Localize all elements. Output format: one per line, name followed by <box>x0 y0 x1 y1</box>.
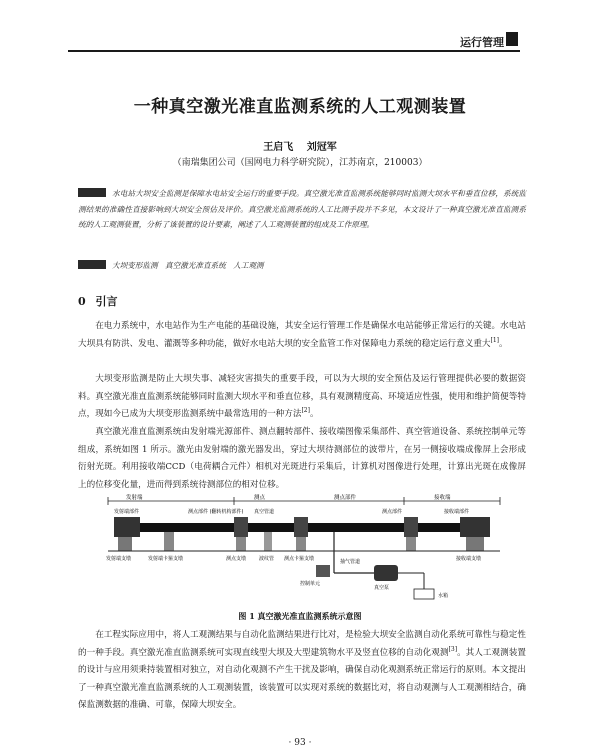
fig-label-emit: 发射端 <box>126 495 143 501</box>
paragraph-4-text-a: 在工程实际应用中，将人工观测结果与自动化监测结果进行比对，是检验大坝安全监测自动化系统可靠性与稳定性的一种手段。真空激光准直监测系统可实现直线型大坝及大型建筑物水平及竖直位移的自动化观测 <box>78 630 526 658</box>
fig-label-pump: 真空泵 <box>374 585 390 591</box>
figure-1-caption: 图 1 真空激光准直监测系统示意图 <box>238 611 362 621</box>
paragraph-1-text: 在电力系统中，水电站作为生产电能的基础设施，其安全运行管理工作是确保水电站能够正常运行的关键。水电站大坝具有防洪、发电、灌溉等多种功能，做好水电站大坝的安全监管工作对保障电力系统的稳定运行意义重大 <box>78 321 526 349</box>
fig-support <box>466 537 484 551</box>
paragraph-1 <box>78 318 526 353</box>
running-header-section: 运行管理 <box>460 36 504 49</box>
fig-label-bellows: 波纹管 <box>259 556 275 562</box>
keywords-text: 大坝变形监测 真空激光准直系统 人工观测 <box>112 261 264 270</box>
fig-emitter-box <box>114 517 140 537</box>
fig-label-point-support: 测点支墩 <box>226 556 247 562</box>
paragraph-4 <box>78 627 526 715</box>
fig-label-recv: 接收端 <box>434 495 451 501</box>
citation-1: [1] <box>490 336 500 344</box>
header-rule <box>68 50 520 52</box>
fig-point-box-1 <box>234 517 248 537</box>
paper-authors: 王启飞 刘冠军 <box>263 142 337 153</box>
page-number: · 93 · <box>288 738 312 748</box>
fig-support <box>164 532 174 551</box>
fig-vacuum-pump <box>374 565 398 581</box>
fig-support <box>236 537 246 551</box>
fig-label-water: 水箱 <box>438 593 449 599</box>
paragraph-1-end: 。 <box>499 338 508 349</box>
fig-support <box>296 537 306 551</box>
paper-title: 一种真空激光准直监测系统的人工观测装置 <box>133 97 467 117</box>
keywords-tag-box <box>78 260 106 269</box>
header-block-mark <box>506 32 518 46</box>
paper-affiliation: （南瑞集团公司（国网电力科学研究院），江苏南京，210003） <box>172 158 428 168</box>
fig-control-unit <box>316 565 330 577</box>
fig-label-emit-support: 发射端支墩 <box>106 556 132 562</box>
fig-label-recv-support: 接收端支墩 <box>456 556 482 562</box>
paragraph-4-text-b: 。其人工观测装置的设计与应用须秉持装置相对独立，对自动化观测不产生干扰及影响，确保自动化观测系统正常运行的原则。本文提出了一种真空激光准直监测系统的人工观测装置，该装置可以实现对系统的数据比对，将自动观测与人工观测相结合，确保监测数据的准确、可靠，保障大坝安全。 <box>78 647 526 710</box>
section-heading: 0 引言 <box>78 295 118 308</box>
paragraph-3: 真空激光准直监测系统由发射端光源部件、测点翻转部件、接收端图像采集部件、真空管道设备、系统控制单元等组成，系统如图 1 所示。激光由发射端的激光器发出，穿过大坝待测部位的波带片，在另一侧接收端成像屏上会形成衍射光斑。利用接收端CCD（电荷耦合元件）相机对光斑进行采集后，计算机对图像进行处理，计算出光斑在成像屏上的位移变化量，进而得到系统待测部位的相对位移。 <box>78 427 526 490</box>
fig-support <box>406 537 416 551</box>
fig-water-tank <box>414 589 434 599</box>
fig-point-box-2 <box>294 517 308 537</box>
keywords <box>78 260 526 271</box>
fig-receiver-box <box>460 517 490 537</box>
fig-support <box>118 537 132 551</box>
paragraph-2 <box>78 371 526 424</box>
fig-support <box>264 532 272 551</box>
fig-label-flip-part: 测点部件 (翻转机构部件) <box>188 509 244 515</box>
citation-3: [3] <box>448 645 458 653</box>
fig-label-point2: 测点部件 <box>334 495 357 501</box>
abstract-tag-box <box>78 188 106 197</box>
fig-label-emitter-part: 发射端部件 <box>114 509 140 515</box>
figure-1-diagram <box>104 493 504 605</box>
fig-label-control: 控制单元 <box>300 581 321 587</box>
fig-label-point-part: 测点部件 <box>382 509 403 515</box>
fig-point-box-3 <box>404 517 418 537</box>
abstract <box>78 186 526 233</box>
fig-label-vacuum-pipe: 真空管道 <box>254 509 275 515</box>
fig-label-point: 测点 <box>254 495 266 501</box>
abstract-text: 水电站大坝安全监测是保障水电站安全运行的重要手段。真空激光准直监测系统能够同时监测大坝水平和垂直位移，系统监测结果的准确性直接影响到大坝安全预估及评价。真空激光监测系统的人工比测手段并不多见，本文设计了一种真空激光准直监测系统的人工观测装置，分析了该装置的设计要素，阐述了人工观测装置的组成及工作原理。 <box>78 189 526 229</box>
fig-label-point-flange: 测点卡箍支墩 <box>284 556 315 562</box>
fig-label-pump-pipe: 抽气管道 <box>340 559 361 565</box>
paragraph-2-end: 。 <box>309 409 319 419</box>
fig-label-recv-part: 接收端部件 <box>444 509 470 515</box>
fig-label-flange: 发射端卡箍支墩 <box>148 556 184 562</box>
paragraph-2-text: 大坝变形监测是防止大坝失事、减轻灾害损失的重要手段，可以为大坝的安全预估及运行管理提供必要的数据资料。真空激光准直监测系统能够同时监测大坝水平和垂直位移，具有观测精度高、环境适应性强，使用和维护简便等特点，现如今已成为大坝变形监测系统中最常选用的一种方法 <box>78 374 526 419</box>
citation-2: [2] <box>301 407 310 414</box>
